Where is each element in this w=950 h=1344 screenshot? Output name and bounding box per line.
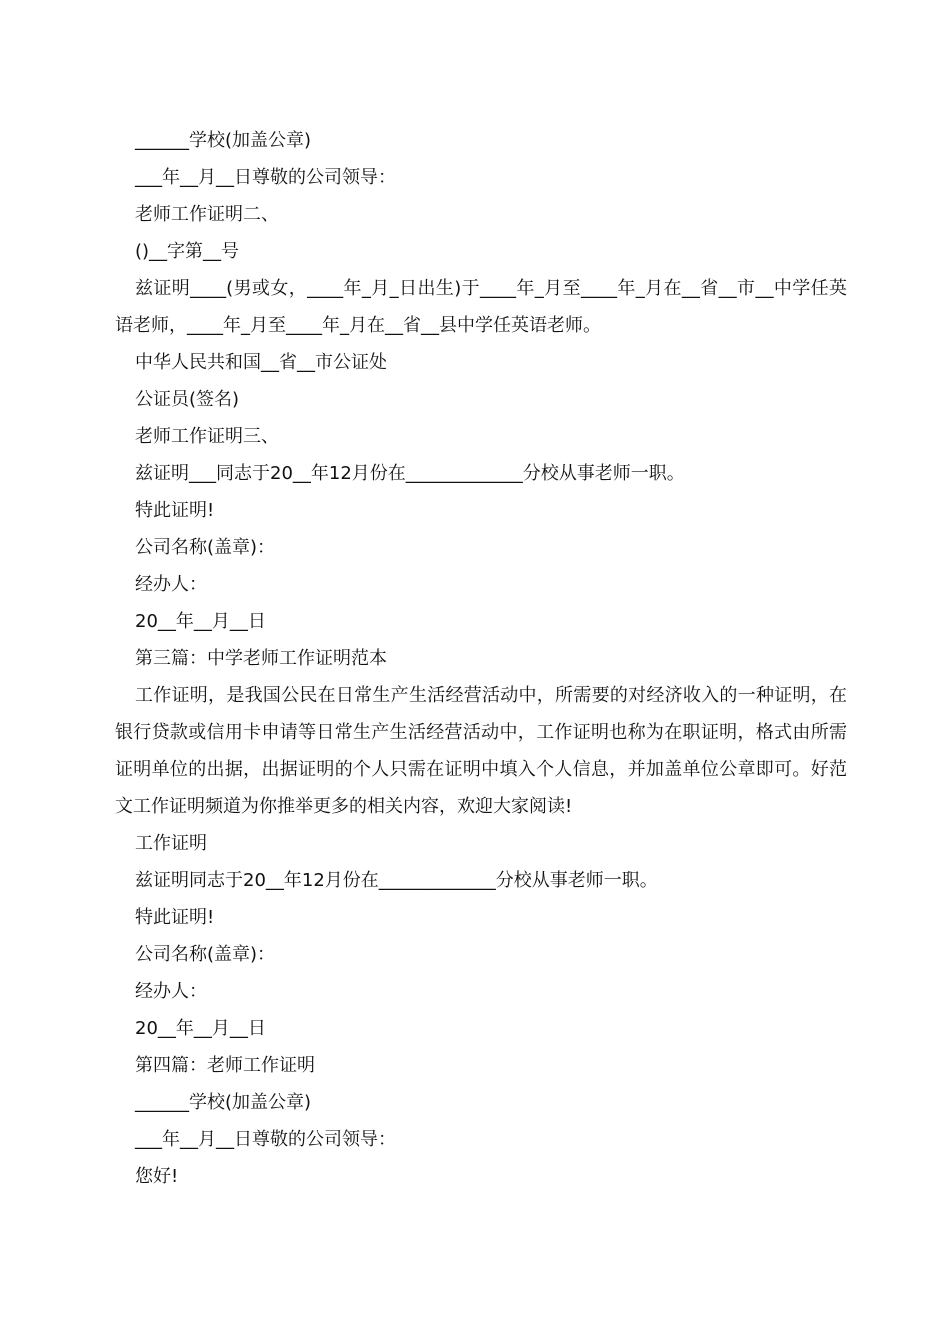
date-salutation-line: ___年__月__日尊敬的公司领导： xyxy=(135,167,396,188)
greeting-line: 您好! xyxy=(135,1166,179,1187)
handler-line: 经办人： xyxy=(135,574,207,595)
document-number-line: ()__字第__号 xyxy=(135,241,240,262)
hereby-certified-line: 特此证明! xyxy=(135,500,215,521)
section-heading-2: 老师工作证明二、 xyxy=(135,204,279,225)
document-body xyxy=(115,122,847,1195)
date-line-2: 20__年__月__日 xyxy=(135,1018,266,1039)
date-line: 20__年__月__日 xyxy=(135,611,266,632)
school-seal-line: ______学校(加盖公章) xyxy=(135,130,312,151)
intro-paragraph: 工作证明，是我国公民在日常生产生活经营活动中，所需要的对经济收入的一种证明，在银行贷款或信用卡申请等日常生产生活经营活动中，工作证明也称为在职证明，格式由所需证明单位的出据，出据证明的个人只需在证明中填入个人信息，并加盖单位公章即可。好范文工作证明频道为你推举更多的相关内容，欢迎大家阅读! xyxy=(115,685,847,817)
certification-paragraph: 兹证明____(男或女，____年_月_日出生)于____年_月至____年_月在__省__市__中学任英语老师，____年_月至____年_月在__省__县中学任英语老师。 xyxy=(115,278,847,336)
certification-line: 兹证明___同志于20__年12月份在_____________分校从事老师一职。 xyxy=(135,463,685,484)
company-name-line: 公司名称(盖章)： xyxy=(135,537,276,558)
school-seal-line-2: ______学校(加盖公章) xyxy=(135,1092,312,1113)
company-name-line-2: 公司名称(盖章)： xyxy=(135,944,276,965)
certification-line-2: 兹证明同志于20__年12月份在_____________分校从事老师一职。 xyxy=(135,870,658,891)
work-certificate-title: 工作证明 xyxy=(135,833,207,854)
hereby-certified-line-2: 特此证明! xyxy=(135,907,215,928)
date-salutation-line-2: ___年__月__日尊敬的公司领导： xyxy=(135,1129,396,1150)
section-heading-3: 老师工作证明三、 xyxy=(135,426,279,447)
handler-line-2: 经办人： xyxy=(135,981,207,1002)
chapter-heading-3: 第三篇：中学老师工作证明范本 xyxy=(135,648,387,669)
notary-office-line: 中华人民共和国__省__市公证处 xyxy=(135,352,387,373)
notary-signature-line: 公证员(签名) xyxy=(135,389,240,410)
chapter-heading-4: 第四篇：老师工作证明 xyxy=(135,1055,315,1076)
